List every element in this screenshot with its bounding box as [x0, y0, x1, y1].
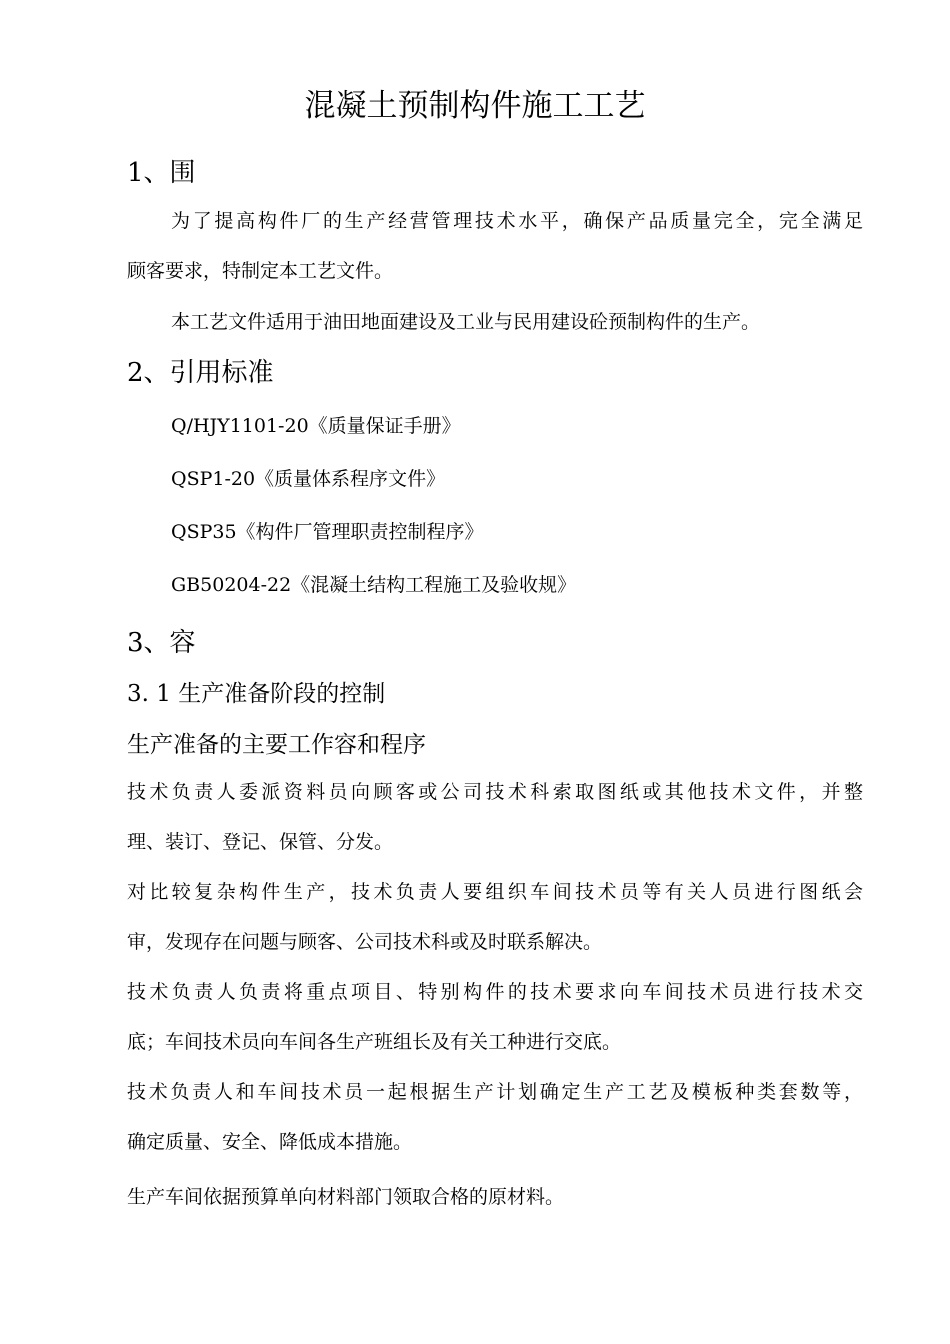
section-1-paragraph-1-line-2: 顾客要求，特制定本工艺文件。: [127, 260, 394, 282]
section-1-paragraph-2: 本工艺文件适用于油田地面建设及工业与民用建设砼预制构件的生产。: [171, 311, 761, 333]
document-title: 混凝土预制构件施工工艺: [304, 88, 646, 124]
paragraph-line: 理、装订、登记、保管、分发。: [127, 831, 394, 853]
reference-item: QSP35《构件厂管理职责控制程序》: [171, 521, 484, 543]
section-3-1-subheading: 生产准备的主要工作容和程序: [127, 732, 426, 758]
paragraph-line: 对比较复杂构件生产，技术负责人要组织车间技术员等有关人员进行图纸会: [127, 881, 863, 903]
section-2-heading: 2、引用标准: [127, 358, 274, 388]
section-1-heading: 1、围: [127, 158, 196, 188]
reference-item: Q/HJY1101-20《质量保证手册》: [171, 415, 461, 437]
section-3-1-heading: 3. 1 生产准备阶段的控制: [127, 681, 386, 707]
reference-item: GB50204-22《混凝土结构工程施工及验收规》: [171, 574, 577, 596]
paragraph-line: 技术负责人负责将重点项目、特别构件的技术要求向车间技术员进行技术交: [127, 981, 863, 1003]
paragraph-line: 技术负责人和车间技术员一起根据生产计划确定生产工艺及模板种类套数等，: [127, 1081, 863, 1103]
paragraph-line: 底；车间技术员向车间各生产班组长及有关工种进行交底。: [127, 1031, 622, 1053]
section-3-heading: 3、容: [127, 628, 196, 658]
section-1-paragraph-1-line-1: 为了提高构件厂的生产经营管理技术水平，确保产品质量完全，完全满足: [171, 210, 863, 232]
reference-item: QSP1-20《质量体系程序文件》: [171, 468, 446, 490]
paragraph-line: 审，发现存在问题与顾客、公司技术科或及时联系解决。: [127, 931, 603, 953]
paragraph-line: 确定质量、安全、降低成本措施。: [127, 1131, 413, 1153]
paragraph-line: 技术负责人委派资料员向顾客或公司技术科索取图纸或其他技术文件，并整: [127, 781, 863, 803]
paragraph-last: 生产车间依据预算单向材料部门领取合格的原材料。: [127, 1186, 565, 1208]
